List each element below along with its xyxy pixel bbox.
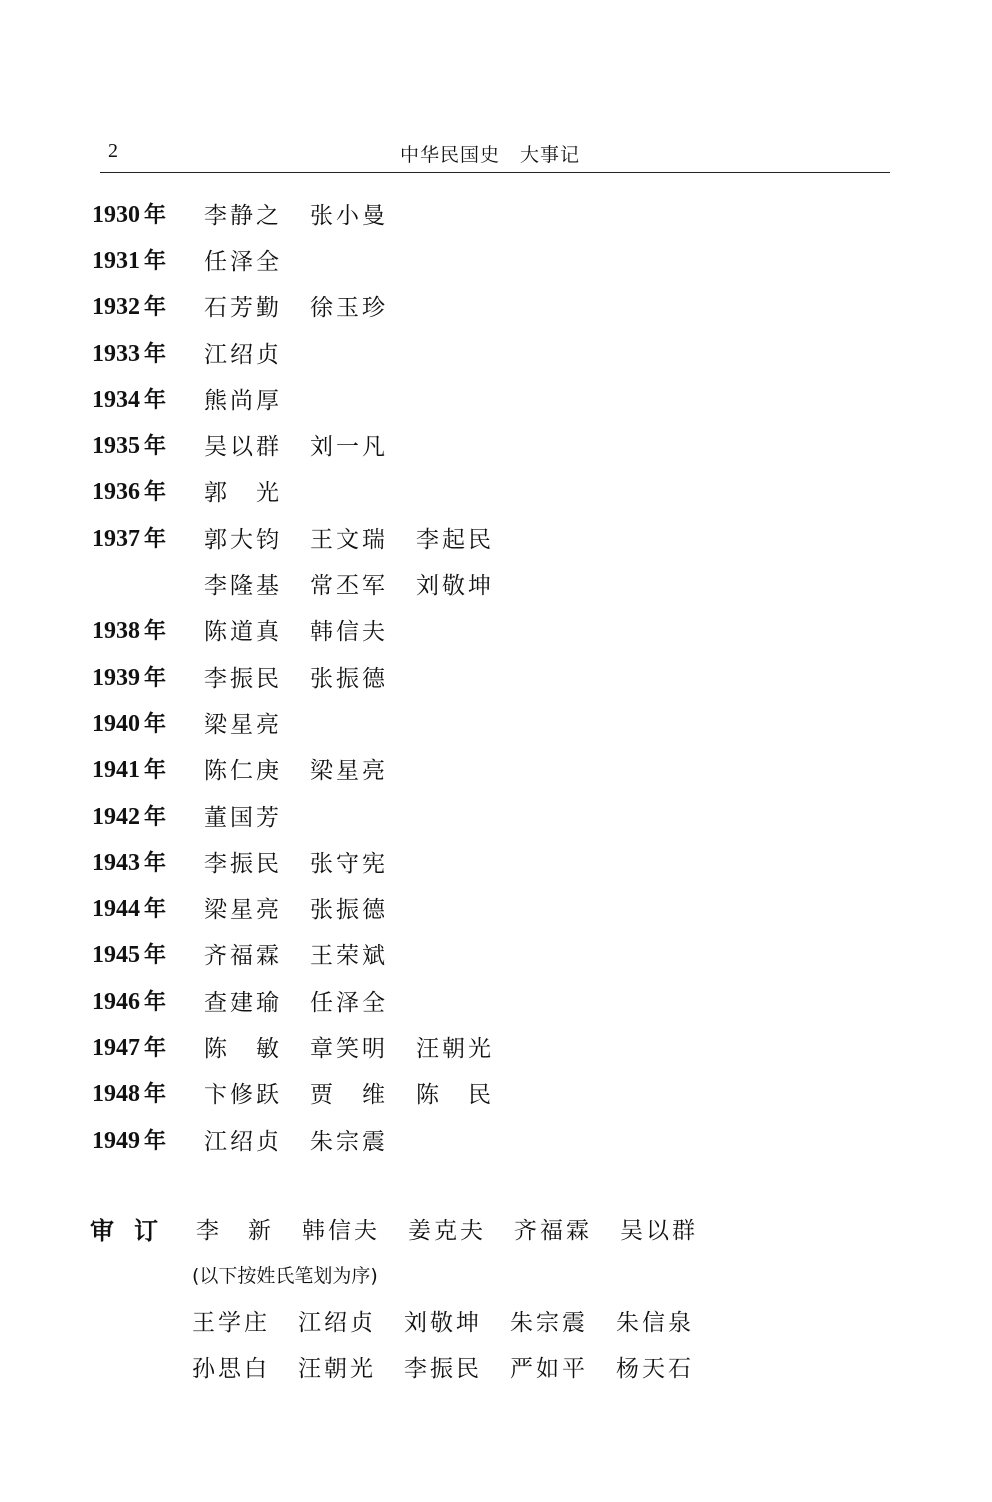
author-name: 王荣斌	[310, 943, 388, 970]
author-name: 江绍贞	[204, 341, 282, 368]
year-suffix: 年	[144, 897, 167, 923]
year-list	[92, 190, 792, 1162]
year-label	[92, 614, 204, 645]
year-suffix: 年	[144, 758, 167, 784]
author-name: 朱宗震	[310, 1128, 388, 1155]
review-label: 审订	[90, 1216, 178, 1245]
reviewer-name: 刘敬坤	[404, 1309, 482, 1336]
year-row	[92, 514, 792, 560]
year-number: 1940	[92, 710, 140, 737]
reviewer-name: 汪朝光	[298, 1355, 376, 1382]
year-suffix: 年	[144, 711, 167, 737]
year-row	[92, 653, 792, 699]
reviewer-name: 严如平	[510, 1355, 588, 1382]
year-suffix: 年	[144, 341, 167, 367]
year-number: 1936	[92, 479, 140, 506]
author-name: 齐福霖	[204, 943, 282, 970]
year-suffix: 年	[144, 202, 167, 228]
reviewer-name: 韩信夫	[302, 1217, 380, 1244]
year-row	[92, 329, 792, 375]
year-number: 1949	[92, 1127, 140, 1154]
year-number: 1933	[92, 340, 140, 367]
year-number: 1944	[92, 896, 140, 923]
review-name-row	[86, 1343, 806, 1389]
reviewer-name: 孙思白	[192, 1355, 270, 1382]
review-name-row	[86, 1297, 806, 1343]
header-rule	[100, 172, 890, 173]
reviewer-name: 朱信泉	[616, 1309, 694, 1336]
year-suffix: 年	[144, 387, 167, 413]
year-suffix: 年	[144, 850, 167, 876]
author-name: 董国芳	[204, 804, 282, 831]
year-label	[92, 429, 204, 460]
year-row	[92, 1116, 792, 1162]
author-name: 陈 敏	[204, 1035, 282, 1062]
year-suffix: 年	[144, 1035, 167, 1061]
author-name: 刘一凡	[310, 434, 388, 461]
author-name: 李静之	[204, 202, 282, 229]
author-name: 梁星亮	[204, 897, 282, 924]
author-name: 郭 光	[204, 480, 282, 507]
author-name: 张小曼	[310, 202, 388, 229]
author-name: 张振德	[310, 897, 388, 924]
author-name: 卞修跃	[204, 1082, 282, 1109]
year-suffix: 年	[144, 989, 167, 1015]
reviewer-name: 姜克夫	[408, 1217, 486, 1244]
year-number: 1947	[92, 1034, 140, 1061]
author-name: 李起民	[416, 526, 494, 553]
year-label	[92, 198, 204, 229]
author-name: 贾 维	[310, 1082, 388, 1109]
year-number: 1937	[92, 525, 140, 552]
year-row	[92, 468, 792, 514]
year-row	[92, 375, 792, 421]
running-head: 中华民国史 大事记	[400, 144, 581, 166]
year-label	[92, 522, 204, 553]
reviewer-name: 杨天石	[616, 1355, 694, 1382]
year-label	[92, 1077, 204, 1108]
author-name: 李隆基	[204, 573, 282, 600]
year-number: 1946	[92, 988, 140, 1015]
author-name: 熊尚厚	[204, 387, 282, 414]
year-label	[92, 337, 204, 368]
year-suffix: 年	[144, 804, 167, 830]
year-suffix: 年	[144, 480, 167, 506]
reviewer-name: 齐福霖	[514, 1217, 592, 1244]
review-name-rows	[86, 1297, 806, 1389]
year-number: 1938	[92, 618, 140, 645]
year-row	[92, 1070, 792, 1116]
year-number: 1932	[92, 294, 140, 321]
year-row	[92, 792, 792, 838]
year-row	[92, 977, 792, 1023]
year-number: 1934	[92, 386, 140, 413]
author-name: 任泽全	[310, 989, 388, 1016]
year-number: 1943	[92, 849, 140, 876]
year-label	[92, 244, 204, 275]
year-label	[92, 1124, 204, 1155]
year-number: 1948	[92, 1081, 140, 1108]
year-number: 1939	[92, 664, 140, 691]
year-row	[92, 746, 792, 792]
author-name: 刘敬坤	[416, 573, 494, 600]
year-label	[92, 800, 204, 831]
year-row	[92, 838, 792, 884]
year-label	[92, 383, 204, 414]
author-name: 梁星亮	[310, 758, 388, 785]
reviewer-name: 江绍贞	[298, 1309, 376, 1336]
author-name: 任泽全	[204, 248, 282, 275]
year-number: 1942	[92, 803, 140, 830]
reviewer-name: 吴以群	[620, 1217, 698, 1244]
year-label	[92, 938, 204, 969]
year-row	[92, 283, 792, 329]
year-suffix: 年	[144, 1082, 167, 1108]
year-number: 1931	[92, 247, 140, 274]
review-section	[86, 1205, 806, 1389]
reviewer-name: 李振民	[404, 1355, 482, 1382]
author-name: 梁星亮	[204, 711, 282, 738]
reviewer-name: 朱宗震	[510, 1309, 588, 1336]
year-suffix: 年	[144, 1128, 167, 1154]
year-suffix: 年	[144, 619, 167, 645]
year-label	[92, 661, 204, 692]
author-name: 吴以群	[204, 434, 282, 461]
year-row	[92, 1023, 792, 1069]
review-note-row	[86, 1251, 806, 1297]
author-name: 王文瑞	[310, 526, 388, 553]
year-row	[92, 190, 792, 236]
author-name: 张守宪	[310, 850, 388, 877]
author-name: 陈道真	[204, 619, 282, 646]
author-name: 章笑明	[310, 1035, 388, 1062]
year-suffix: 年	[144, 295, 167, 321]
year-row	[92, 699, 792, 745]
year-suffix: 年	[144, 526, 167, 552]
year-row	[92, 607, 792, 653]
year-row	[92, 931, 792, 977]
author-name: 李振民	[204, 665, 282, 692]
page-number: 2	[108, 140, 118, 162]
review-note: (以下按姓氏笔划为序)	[192, 1264, 378, 1287]
year-row	[92, 560, 792, 606]
author-name: 徐玉珍	[310, 295, 388, 322]
year-row	[92, 421, 792, 467]
year-label	[92, 753, 204, 784]
author-name: 江绍贞	[204, 1128, 282, 1155]
year-suffix: 年	[144, 434, 167, 460]
year-label	[92, 707, 204, 738]
author-name: 陈 民	[416, 1082, 494, 1109]
author-name: 石芳勤	[204, 295, 282, 322]
year-number: 1930	[92, 201, 140, 228]
reviewer-name: 李 新	[196, 1217, 274, 1244]
year-suffix: 年	[144, 665, 167, 691]
author-name: 郭大钧	[204, 526, 282, 553]
author-name: 汪朝光	[416, 1035, 494, 1062]
year-label	[92, 892, 204, 923]
reviewer-name: 王学庄	[192, 1309, 270, 1336]
review-lead-row	[86, 1205, 806, 1251]
author-name: 张振德	[310, 665, 388, 692]
year-label	[92, 1031, 204, 1062]
year-label	[92, 985, 204, 1016]
year-suffix: 年	[144, 248, 167, 274]
year-label	[92, 846, 204, 877]
author-name: 查建瑜	[204, 989, 282, 1016]
year-row	[92, 884, 792, 930]
author-name: 常丕军	[310, 573, 388, 600]
author-name: 陈仁庚	[204, 758, 282, 785]
year-label	[92, 475, 204, 506]
author-name: 李振民	[204, 850, 282, 877]
year-label	[92, 290, 204, 321]
year-number: 1941	[92, 757, 140, 784]
year-row	[92, 236, 792, 282]
year-number: 1945	[92, 942, 140, 969]
year-number: 1935	[92, 433, 140, 460]
author-name: 韩信夫	[310, 619, 388, 646]
year-suffix: 年	[144, 943, 167, 969]
